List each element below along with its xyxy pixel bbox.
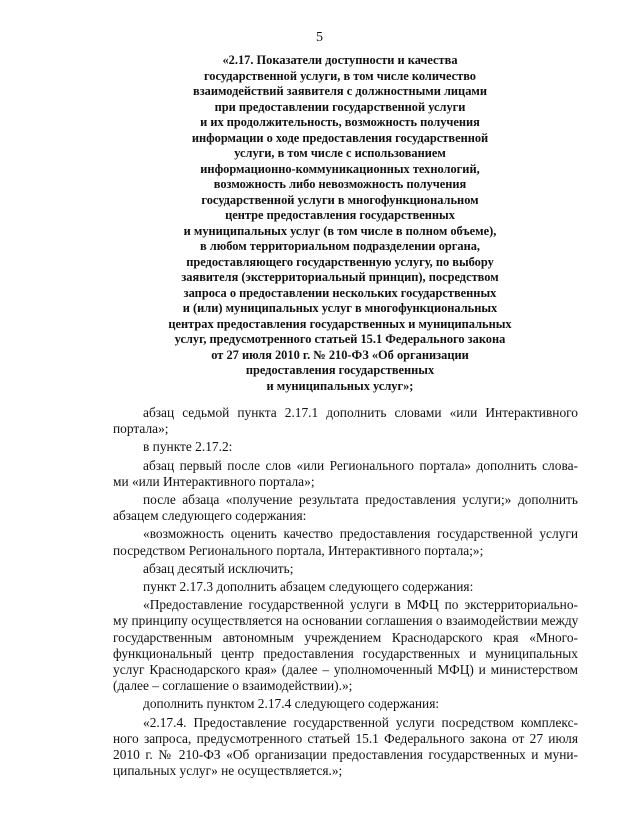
heading-line: предоставляющего государственную услугу, по выбору — [186, 254, 494, 269]
paragraph — [113, 526, 578, 558]
text-line: ми «или Интерактивного портала»; — [113, 473, 315, 489]
text-line: услуг Краснодарского края» (далее – уполномоченный МФЦ) и министерством — [113, 662, 578, 678]
text-line: после абзаца «получение результата предоставления услуги;» дополнить — [143, 492, 578, 508]
text-line: абзац первый после слов «или Регионального портала» дополнить слова- — [143, 457, 578, 473]
heading-line: центрах предоставления государственных и муниципальных — [168, 316, 512, 331]
paragraph — [113, 715, 578, 780]
heading-line: при предоставлении государственной услуги — [214, 99, 466, 114]
heading-line: предоставления государственных — [245, 363, 435, 377]
text-line: ципальных услуг» не осуществляется.»; — [113, 763, 343, 779]
heading-line: возможность либо невозможность получения — [213, 177, 467, 191]
heading-line: услуг, предусмотренного статьей 15.1 Федерального закона — [174, 332, 506, 346]
text-line: «2.17.4. Предоставление государственной услуги посредством комплекс- — [143, 714, 578, 730]
paragraph — [113, 439, 578, 455]
text-line: ного запроса, предусмотренного статьей 15.1 Федерального закона от 27 июля — [113, 730, 578, 746]
paragraph — [113, 405, 578, 437]
text-line: посредством Регионального портала, Интерактивного портала;»; — [113, 542, 484, 558]
text-line: (далее – соглашение о взаимодействии).»; — [113, 678, 353, 694]
text-line: абзац седьмой пункта 2.17.1 дополнить словами «или Интерактивного — [143, 405, 578, 420]
paragraph — [113, 492, 578, 524]
text-line: абзацем следующего содержания: — [113, 508, 307, 524]
text-line: пункт 2.17.3 дополнить абзацем следующего содержания: — [143, 579, 474, 595]
heading-line: и (или) муниципальных услуг в многофункциональных — [182, 301, 498, 315]
heading-line: запроса о предоставлении нескольких государственных — [183, 285, 497, 300]
text-line: «возможность оценить качество предоставления государственной услуги — [143, 526, 578, 542]
text-line: «Предоставление государственной услуги в МФЦ по экстерриториально- — [143, 597, 578, 613]
text-line: функциональный центр предоставления государственных и муниципальных — [113, 645, 578, 661]
page-number: 5 — [316, 30, 323, 45]
text-line: в пункте 2.17.2: — [143, 439, 233, 455]
heading-line: государственной услуги в многофункциональном — [201, 192, 479, 207]
text-line: государственным автономным учреждением Краснодарского края «Много- — [113, 629, 578, 645]
paragraph — [113, 561, 578, 577]
heading-line: «2.17. Показатели доступности и качества — [222, 53, 458, 67]
heading-line: в любом территориальном подразделении органа, — [200, 239, 480, 253]
text-line: 2010 г. № 210-ФЗ «Об организации предоставления государственных и муни- — [113, 747, 578, 763]
heading-line: и муниципальных услуг»; — [266, 378, 414, 393]
heading-line: государственной услуги, в том числе количество — [203, 68, 477, 83]
heading-line: от 27 июля 2010 г. № 210-ФЗ «Об организации — [211, 347, 469, 362]
text-line: му принципу осуществляется на основании соглашения о взаимодействии между — [113, 613, 579, 629]
paragraph — [113, 579, 578, 595]
heading-line: и их продолжительность, возможность получения — [200, 115, 480, 129]
body-text — [113, 405, 578, 781]
paragraph — [113, 696, 578, 712]
text-line: дополнить пунктом 2.17.4 следующего содержания: — [143, 696, 440, 712]
text-line: портала»; — [113, 421, 169, 437]
paragraph — [113, 597, 578, 694]
heading-line: заявителя (экстерриториальный принцип), посредством — [181, 270, 499, 284]
heading-line: центре предоставления государственных — [225, 208, 455, 222]
text-line: абзац десятый исключить; — [143, 560, 294, 576]
paragraph — [113, 458, 578, 490]
heading-line: и муниципальных услуг (в том числе в полном объеме), — [183, 223, 497, 238]
heading-line: услуги, в том числе с использованием — [234, 146, 446, 160]
heading-line: информации о ходе предоставления государственной — [191, 130, 489, 145]
section-heading — [110, 53, 570, 394]
heading-line: информационно-коммуникационных технологий, — [200, 161, 480, 176]
heading-line: взаимодействий заявителя с должностными лицами — [193, 84, 487, 98]
